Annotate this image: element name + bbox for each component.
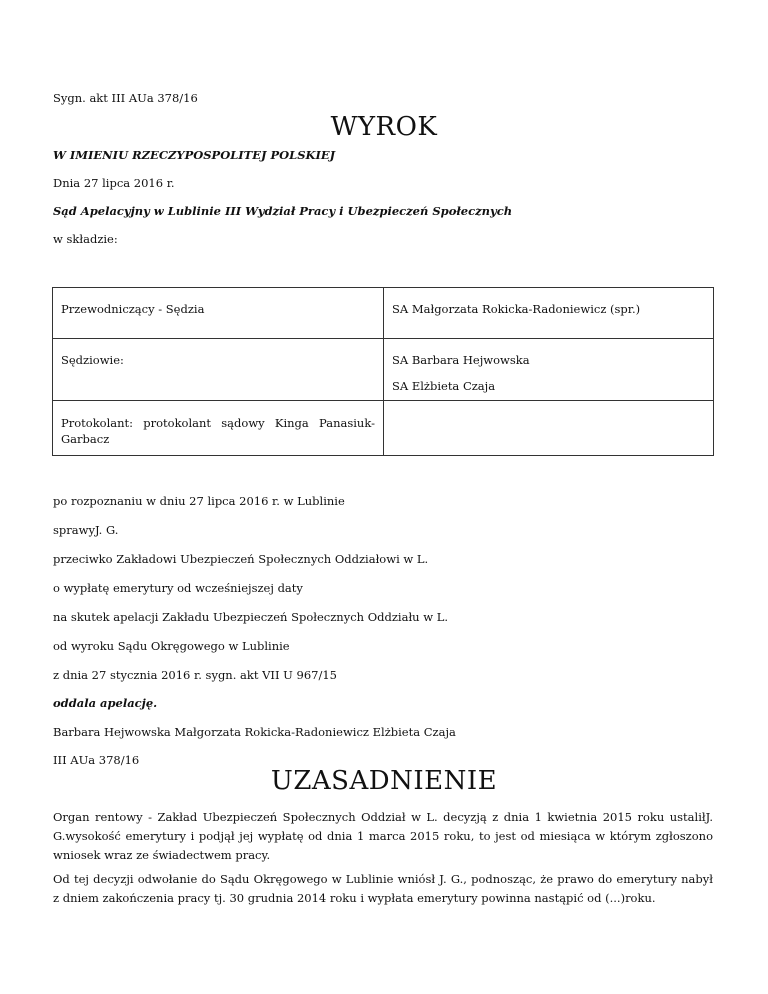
case-reference: Sygn. akt III AUa 378/16 bbox=[53, 91, 198, 105]
court-panel-table bbox=[52, 287, 714, 456]
in-name-line: W IMIENIU RZECZYPOSPOLITEJ POLSKIEJ bbox=[53, 148, 336, 162]
judges-signatures: Barbara Hejwowska Małgorzata Rokicka-Radoniewicz Elżbieta Czaja bbox=[53, 725, 456, 739]
appeal-line: na skutek apelacji Zakładu Ubezpieczeń Społecznych Oddziału w L. bbox=[53, 610, 449, 624]
judges-list bbox=[384, 339, 714, 401]
empty-cell bbox=[384, 401, 714, 456]
clerk-info: Protokolant: protokolant sądowy Kinga Panasiuk-Garbacz bbox=[53, 401, 384, 456]
panel-row-presiding bbox=[53, 288, 714, 339]
defendant-line: przeciwko Zakładowi Ubezpieczeń Społecznych Oddziałowi w L. bbox=[53, 552, 429, 566]
verdict-decision: oddala apelację. bbox=[53, 696, 158, 710]
presiding-name: SA Małgorzata Rokicka-Radoniewicz (spr.) bbox=[384, 288, 714, 339]
justification-title: UZASADNIENIE bbox=[270, 766, 498, 796]
presiding-label: Przewodniczący - Sędzia bbox=[53, 288, 384, 339]
proceedings-line: po rozpoznaniu w dniu 27 lipca 2016 r. w Lublinie bbox=[53, 494, 345, 508]
case-reference-2: III AUa 378/16 bbox=[53, 753, 140, 767]
panel-row-judges bbox=[53, 339, 714, 401]
date-line: Dnia 27 lipca 2016 r. bbox=[53, 176, 175, 190]
subject-line: o wypłatę emerytury od wcześniejszej daty bbox=[53, 581, 303, 595]
verdict-title: WYROK bbox=[330, 112, 438, 142]
court-name: Sąd Apelacyjny w Lublinie III Wydział Pracy i Ubezpieczeń Społecznych bbox=[53, 204, 513, 218]
judge-name: SA Elżbieta Czaja bbox=[392, 379, 496, 393]
justification-paragraph: Organ rentowy - Zakład Ubezpieczeń Społecznych Oddział w L. decyzją z dnia 1 kwietnia 2015 roku ustaliłJ. G.wysokość emerytury i podjął jej wypłatę od dnia 1 marca 2015 roku, to jest od miesiąca w którym zgłoszono wniosek wraz ze świadectwem pracy. bbox=[53, 810, 713, 862]
case-party-line: sprawyJ. G. bbox=[53, 523, 119, 537]
justification-paragraph: Od tej decyzji odwołanie do Sądu Okręgowego w Lublinie wniósł J. G., podnosząc, że prawo do emerytury nabył z dniem zakończenia pracy tj. 30 grudnia 2014 roku i wypłata emerytury powinna nastąpić od (...)roku. bbox=[53, 872, 713, 905]
panel-row-clerk bbox=[53, 401, 714, 456]
lower-court-date-line: z dnia 27 stycznia 2016 r. sygn. akt VII U 967/15 bbox=[53, 668, 337, 682]
lower-court-line: od wyroku Sądu Okręgowego w Lublinie bbox=[53, 639, 290, 653]
judges-label: Sędziowie: bbox=[53, 339, 384, 401]
composition-label: w składzie: bbox=[53, 232, 118, 246]
judge-name: SA Barbara Hejwowska bbox=[392, 353, 530, 367]
